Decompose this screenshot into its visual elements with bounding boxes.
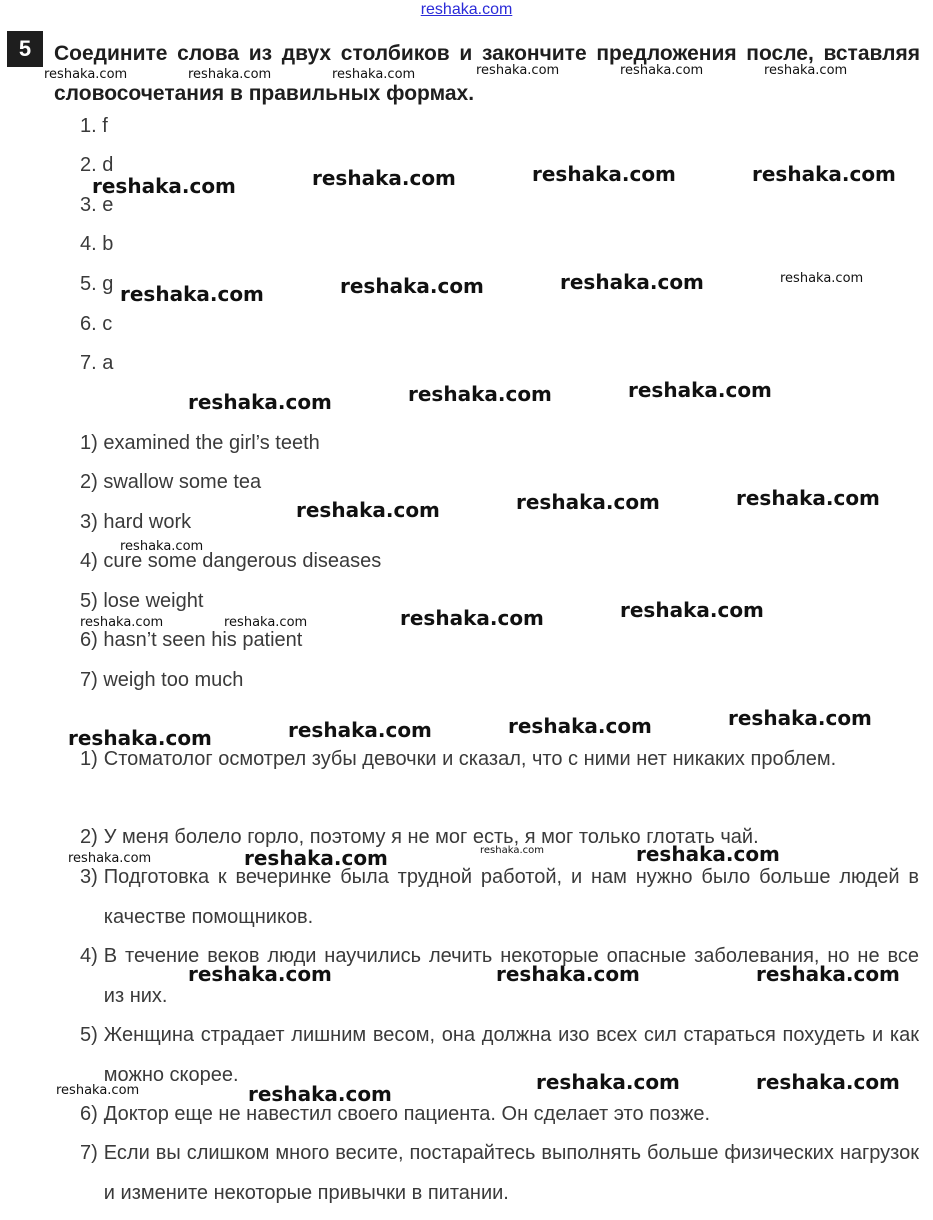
watermark: reshaka.com [728,706,872,730]
translation-number: 4) [80,945,98,967]
phrase-item: 1) examined the girl’s teeth [80,432,320,454]
phrase-item: 5) lose weight [80,590,204,612]
watermark: reshaka.com [628,378,772,402]
translation-text: Женщина страдает лишним весом, она должна изо всех сил стараться похудеть и как можно скорее. [103,1024,919,1086]
translation-text: У меня болело горло, поэтому я не мог есть, я мог только глотать чай. [103,826,759,848]
watermark: reshaka.com [56,1083,140,1098]
watermark: reshaka.com [756,962,900,986]
match-item: 7. a [80,352,114,374]
watermark: reshaka.com [620,63,704,78]
watermark: reshaka.com [188,962,332,986]
translation-number: 2) [80,826,98,848]
match-item: 3. e [80,194,114,216]
watermark: reshaka.com [532,162,676,186]
translation-number: 3) [80,866,98,888]
watermark: reshaka.com [764,63,848,78]
translation-text: В течение веков люди научились лечить некоторые опасные заболевания, но не все из них. [103,945,919,1007]
translation-text: Стоматолог осмотрел зубы девочки и сказал, что с ними нет никаких проблем. [103,748,837,770]
watermark: reshaka.com [92,174,236,198]
phrase-item: 2) swallow some tea [80,471,262,493]
watermark: reshaka.com [68,851,152,866]
task-instruction: Соедините слова из двух столбиков и закончите предложения после, вставляя словосочетания в правильных формах. [54,42,920,105]
match-item: 4. b [80,233,114,255]
watermark: reshaka.com [312,166,456,190]
watermark: reshaka.com [408,382,552,406]
watermark: reshaka.com [536,1070,680,1094]
site-header-link[interactable]: reshaka.com [420,1,513,18]
translation-item [80,1134,919,1213]
watermark: reshaka.com [620,598,764,622]
watermark: reshaka.com [288,718,432,742]
match-item: 6. c [80,313,113,335]
translation-number: 5) [80,1024,98,1046]
watermark: reshaka.com [736,486,880,510]
watermark: reshaka.com [636,842,780,866]
match-item: 5. g [80,273,114,295]
watermark: reshaka.com [560,270,704,294]
watermark: reshaka.com [80,615,164,630]
watermark: reshaka.com [480,845,544,856]
translation-text: Подготовка к вечеринке была трудной работой, и нам нужно было больше людей в качестве помощников. [103,866,919,928]
match-item: 1. f [80,115,108,137]
watermark: reshaka.com [752,162,896,186]
watermark: reshaka.com [248,1082,392,1106]
translation-number: 1) [80,748,98,770]
watermark: reshaka.com [780,271,864,286]
watermark: reshaka.com [224,615,308,630]
watermark: reshaka.com [120,282,264,306]
watermark: reshaka.com [340,274,484,298]
watermark: reshaka.com [44,67,128,82]
translation-number: 7) [80,1142,98,1164]
translation-text: Если вы слишком много весите, постарайтесь выполнять больше физических нагрузок и измените некоторые привычки в питании. [103,1142,919,1204]
phrase-item: 6) hasn’t seen his patient [80,629,303,651]
watermark: reshaka.com [508,714,652,738]
watermark: reshaka.com [188,390,332,414]
watermark: reshaka.com [516,490,660,514]
task-number-badge: 5 [7,31,43,67]
watermark: reshaka.com [496,962,640,986]
phrase-item: 7) weigh too much [80,669,244,691]
translation-item [80,858,919,937]
match-item: 2. d [80,154,114,176]
phrase-item: 4) cure some dangerous diseases [80,550,382,572]
translation-text: Доктор еще не навестил своего пациента. Он сделает это позже. [103,1103,711,1125]
watermark: reshaka.com [120,539,204,554]
watermark: reshaka.com [68,726,212,750]
watermark: reshaka.com [400,606,544,630]
watermark: reshaka.com [188,67,272,82]
watermark: reshaka.com [476,63,560,78]
watermark: reshaka.com [296,498,440,522]
translation-number: 6) [80,1103,98,1125]
watermark: reshaka.com [332,67,416,82]
watermark: reshaka.com [756,1070,900,1094]
watermark: reshaka.com [244,846,388,870]
translation-item [80,1095,919,1135]
phrase-item: 3) hard work [80,511,192,533]
